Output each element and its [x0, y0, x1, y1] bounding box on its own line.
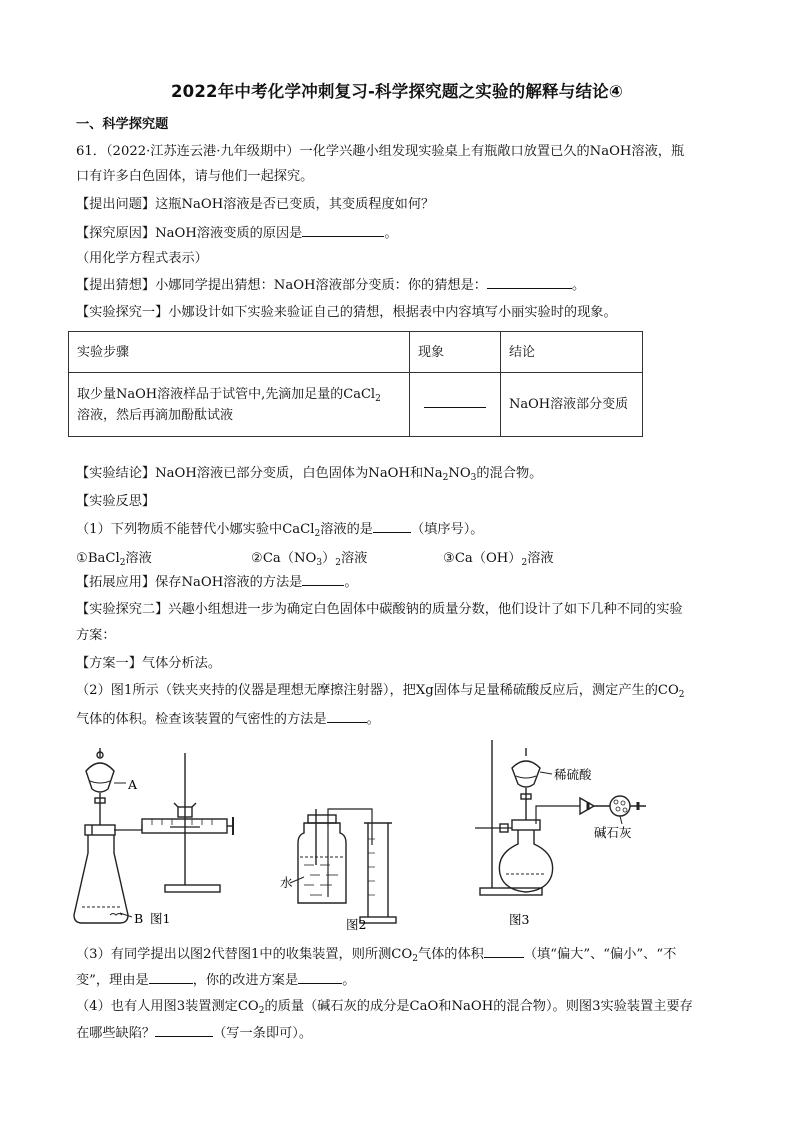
q4-text-a: （4）也有人用图3装置测定CO [76, 999, 259, 1014]
q3-text-e: ，你的改进方案是 [192, 973, 299, 988]
guess-blank[interactable] [487, 276, 572, 289]
expand-text: 【拓展应用】保存NaOH溶液的方法是 [76, 575, 303, 590]
conclusion-sub2: 3 [470, 473, 477, 483]
q2-text-a: （2）图1所示（铁夹夹持的仪器是理想无摩擦注射器），把Xg固体与足量稀硫酸反应后，测定产生的CO [76, 683, 679, 698]
fig2-caption: 图2 [346, 917, 367, 932]
cell-phenomenon[interactable] [410, 373, 501, 437]
opt1-subscript: 2 [119, 558, 126, 568]
question3-line2 [76, 971, 355, 990]
reason-note: （用化学方程式表示） [76, 251, 208, 266]
experiment1-intro: 【实验探究一】小娜设计如下实验来验证自己的猜想，根据表中内容填写小丽实验时的现象。 [76, 305, 617, 320]
opt3-text-b: 溶液 [527, 551, 554, 566]
q3-subscript: 2 [412, 954, 418, 964]
figure-3-apparatus [470, 736, 665, 931]
expand-blank[interactable] [302, 573, 344, 586]
q2-text-b: 气体的体积。检查该装置的气密性的方法是 [76, 712, 327, 727]
table-header-row [69, 332, 643, 373]
q1-text-b: 溶液的是 [320, 522, 373, 537]
q1-blank[interactable] [373, 520, 411, 533]
guess-line [76, 276, 585, 295]
q4-subscript: 2 [258, 1006, 265, 1016]
phenomenon-blank[interactable] [424, 395, 486, 408]
fig1-label-a: A [128, 777, 138, 792]
option-2 [251, 547, 367, 566]
q3-blank-1[interactable] [484, 945, 524, 958]
q2-text-c: 。 [366, 712, 380, 727]
expand-end: 。 [344, 575, 358, 590]
question-intro-line1: 61．（2022·江苏连云港·九年级期中）一化学兴趣小组发现实验桌上有瓶敞口放置已久的NaOH溶液，瓶 [76, 144, 685, 159]
conclusion-text-b: NO [448, 466, 471, 481]
conclusion-text-a: 【实验结论】NaOH溶液已部分变质，白色固体为NaOH和Na [76, 466, 443, 481]
step-text-b: 溶液，然后再滴加酚酞试液 [77, 407, 234, 423]
question2-line2 [76, 710, 380, 729]
q3-text-d: 变”，理由是 [76, 973, 149, 988]
q3-text-f: 。 [342, 973, 356, 988]
q4-blank[interactable] [155, 1024, 213, 1037]
problem-statement: 【提出问题】这瓶NaOH溶液是否已变质，其变质程度如何？ [76, 197, 435, 212]
header-step: 实验步骤 [69, 332, 410, 373]
section-heading: 一、科学探究题 [76, 117, 169, 132]
reason-line [76, 224, 398, 243]
fig1-caption: 图1 [150, 911, 171, 926]
step-subscript: 2 [375, 393, 381, 404]
q1-text-a: （1）下列物质不能替代小娜实验中CaCl [76, 522, 315, 537]
reason-end: 。 [384, 226, 398, 241]
q2-subscript: 2 [678, 690, 685, 700]
q3-text-b: 气体的体积 [417, 947, 484, 962]
header-conclusion: 结论 [501, 332, 643, 373]
opt3-text-a: ③Ca（OH） [443, 551, 522, 566]
question-intro-line2: 口有许多白色固体，请与他们一起探究。 [76, 169, 314, 184]
q4-text-d: （写一条即可）。 [213, 1026, 313, 1041]
q3-text-a: （3）有同学提出以图2代替图1中的收集装置，则所测CO [76, 947, 413, 962]
q3-text-c: （填“偏大”、“偏小”、“不 [523, 947, 677, 962]
step-text-a: 取少量NaOH溶液样品于试管中,先滴加足量的CaCl [77, 386, 376, 402]
question2-line1 [76, 682, 685, 700]
q1-text-c: （填序号）。 [410, 522, 484, 537]
opt2-text-b: ） [322, 551, 336, 566]
fig3-limestone-label: 碱石灰 [594, 825, 632, 840]
opt3-subscript: 2 [521, 558, 528, 568]
experiment2-line2: 方案： [76, 628, 116, 643]
fig3-acid-label: 稀硫酸 [554, 767, 592, 782]
experiment2-line1: 【实验探究二】兴趣小组想进一步为确定白色固体中碳酸钠的质量分数，他们设计了如下几种不同的实验 [76, 602, 683, 617]
q4-text-b: 的质量（碱石灰的成分是CaO和NaOH的混合物）。则图3实验装置主要存 [264, 999, 693, 1014]
header-phenomenon: 现象 [410, 332, 501, 373]
opt1-text-a: ①BaCl [76, 551, 120, 566]
q4-text-c: 在哪些缺陷？ [76, 1026, 156, 1041]
q3-blank-2[interactable] [149, 971, 193, 984]
conclusion-sub1: 2 [442, 473, 449, 483]
q1-subscript: 2 [314, 529, 321, 539]
opt1-text-b: 溶液 [125, 551, 152, 566]
fig1-label-b: B [134, 911, 144, 926]
cell-conclusion: NaOH溶液部分变质 [501, 373, 643, 437]
question4-line2 [76, 1024, 312, 1043]
table-row [69, 373, 643, 437]
guess-text: 【提出猜想】小娜同学提出猜想：NaOH溶液部分变质：你的猜想是： [76, 278, 487, 293]
reason-text: 【探究原因】NaOH溶液变质的原因是 [76, 226, 303, 241]
fig2-water-label: 水 [280, 875, 293, 890]
question1-line [76, 520, 483, 539]
question4-line1 [76, 998, 693, 1016]
q2-blank[interactable] [327, 710, 367, 723]
option-3 [443, 547, 554, 566]
figure-2-apparatus [280, 805, 415, 935]
q3-blank-3[interactable] [298, 971, 342, 984]
cell-step [69, 373, 410, 437]
conclusion-line [76, 465, 542, 483]
option-1 [76, 547, 152, 566]
opt2-text-c: 溶液 [340, 551, 368, 566]
reflect-heading: 【实验反思】 [76, 494, 156, 509]
plan1-heading: 【方案一】气体分析法。 [76, 656, 222, 671]
opt2-text-a: ②Ca（NO [251, 551, 317, 566]
fig3-caption: 图3 [509, 912, 530, 927]
page-title: 2022年中考化学冲刺复习-科学探究题之实验的解释与结论④ [170, 82, 624, 101]
conclusion-text-c: 的混合物。 [476, 466, 543, 481]
experiment-table [68, 331, 643, 437]
figure-1-apparatus [70, 745, 250, 930]
opt2-subscript: 3 [316, 558, 323, 568]
guess-end: 。 [571, 278, 586, 293]
question3-line1 [76, 945, 676, 964]
reason-blank[interactable] [302, 224, 384, 237]
opt2-subscript2: 2 [335, 558, 341, 568]
expand-line [76, 573, 358, 592]
